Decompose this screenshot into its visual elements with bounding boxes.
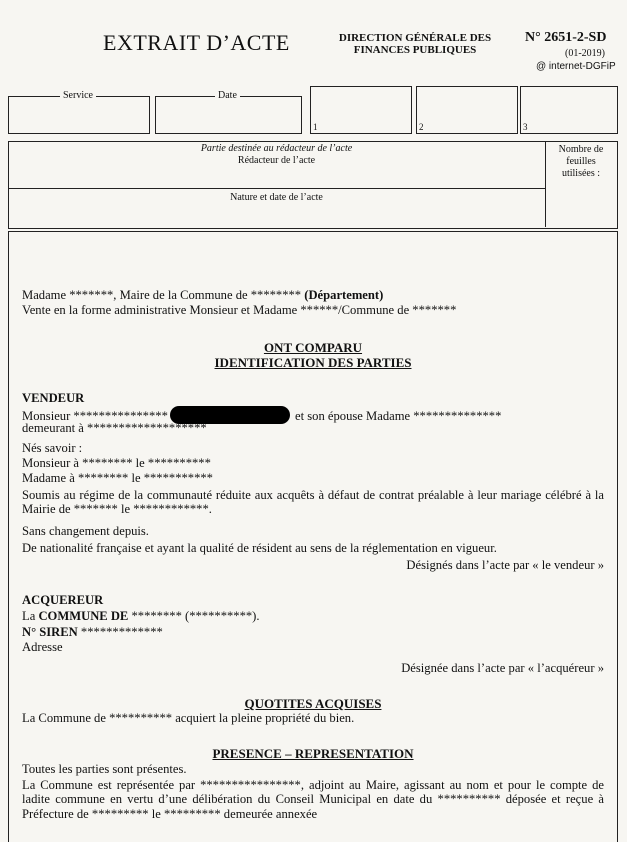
siren-label: N° SIREN — [22, 625, 78, 639]
service-box — [8, 96, 150, 134]
heading-identification: IDENTIFICATION DES PARTIES — [214, 355, 412, 370]
service-label: Service — [60, 90, 96, 101]
redacteur-divider — [8, 188, 545, 189]
presence-line-2: La Commune est représentée par ****************, adjoint au Maire, agissant au nom et pour le compte de ladite commune en vertu d’une délibération du Conseil Municipal en date du ********** déposée et reçue à Préfecture de ********* le ********* demeurée annexée — [22, 778, 604, 821]
acquereur-commune: COMMUNE DE — [38, 609, 129, 623]
intro-line-2: Vente en la forme administrative Monsieur et Madame ******/Commune de ******* — [22, 303, 457, 317]
box-1 — [310, 86, 412, 134]
vendeur-line-9: Désignés dans l’acte par « le vendeur » — [406, 558, 604, 572]
vendeur-line-8: De nationalité française et ayant la qualité de résident au sens de la réglementation en vigueur. — [22, 541, 497, 555]
acquereur-la: La — [22, 609, 39, 623]
box-2-number: 2 — [419, 122, 424, 132]
box-3-number: 3 — [523, 122, 528, 132]
document-title: EXTRAIT D’ACTE — [103, 30, 290, 55]
vendeur-line-7: Sans changement depuis. — [22, 524, 149, 538]
quotites-text: La Commune de ********** acquiert la pleine propriété du bien. — [22, 711, 355, 725]
form-source: @ internet-DGFiP — [536, 61, 616, 72]
form-number: N° 2651-2-SD — [525, 30, 607, 45]
acquereur-line-4: Désignée dans l’acte par « l’acquéreur » — [401, 661, 604, 675]
feuilles-divider — [545, 141, 546, 227]
heading-quotites: QUOTITES ACQUISES — [244, 696, 382, 711]
vendeur-line-5: Madame à ******** le *********** — [22, 471, 213, 485]
box-3 — [520, 86, 618, 134]
vendeur-line-4: Monsieur à ******** le ********** — [22, 456, 211, 470]
acquereur-commune-name: ******** (**********). — [128, 609, 260, 623]
feuilles-label: Nombre de feuilles utilisées : — [558, 144, 604, 179]
acquereur-line-3: Adresse — [22, 640, 63, 654]
date-box — [155, 96, 302, 134]
vendeur-monsieur: Monsieur *************** — [22, 409, 168, 423]
intro-departement: (Département) — [304, 288, 384, 302]
redacteur-label: Rédacteur de l’acte — [237, 155, 316, 166]
heading-ont-compare: ONT COMPARU — [263, 340, 363, 355]
issuer-name: DIRECTION GÉNÉRALE DES FINANCES PUBLIQUES — [338, 32, 492, 56]
siren-value: ************* — [77, 625, 163, 639]
acquereur-line-1 — [22, 609, 604, 623]
intro-line-1-text: Madame *******, Maire de la Commune de ******** — [22, 288, 305, 302]
nature-label: Nature et date de l’acte — [230, 192, 323, 203]
box-1-number: 1 — [313, 122, 318, 132]
box-2 — [416, 86, 518, 134]
vendeur-line-2: demeurant à ******************* — [22, 421, 207, 435]
vendeur-line-6: Soumis au régime de la communauté réduite aux acquêts à défaut de contrat préalable à leur mariage célébré à la Mairie de ******* le ************. — [22, 488, 604, 517]
acquereur-line-2 — [22, 625, 604, 639]
form-version: (01-2019) — [565, 48, 605, 59]
vendeur-epouse: et son épouse Madame ************** — [295, 409, 502, 423]
intro-line-1 — [22, 288, 604, 302]
presence-line-1: Toutes les parties sont présentes. — [22, 762, 187, 776]
vendeur-line-3: Nés savoir : — [22, 441, 83, 455]
redacteur-caption: Partie destinée au rédacteur de l’acte — [200, 143, 353, 154]
date-label: Date — [215, 90, 240, 101]
heading-presence: PRESENCE – REPRESENTATION — [212, 746, 414, 761]
vendeur-title: VENDEUR — [22, 391, 85, 405]
acquereur-title: ACQUEREUR — [22, 593, 104, 607]
